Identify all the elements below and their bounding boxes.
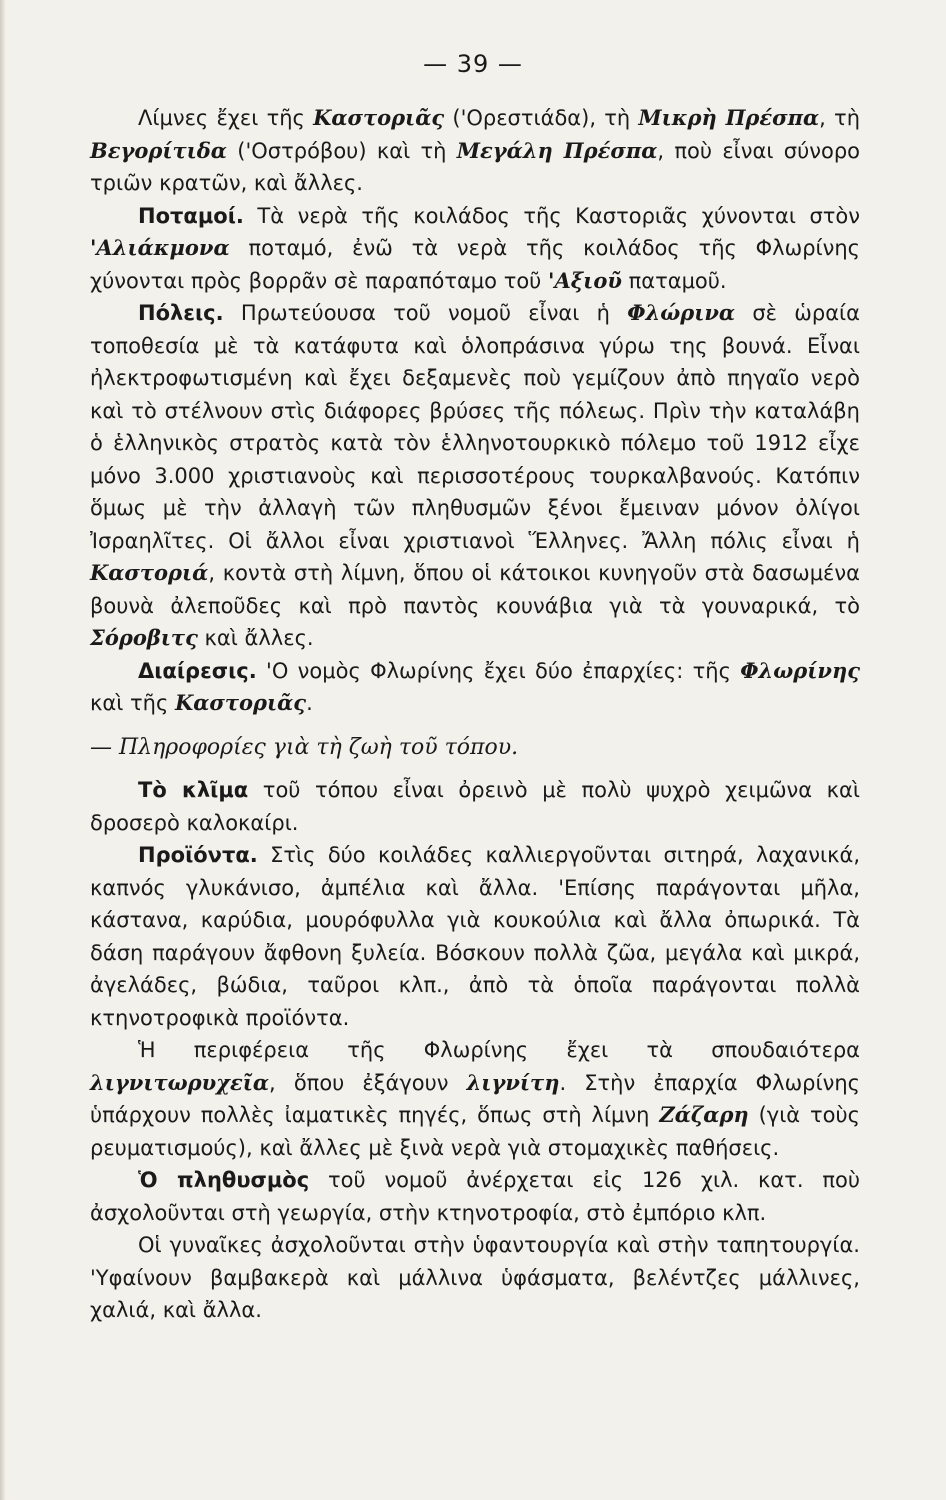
place-name: Φλώρινα xyxy=(627,300,736,325)
section-heading: Τὸ κλῖμα xyxy=(138,778,249,802)
place-name: 'Αλιάκμονα xyxy=(90,235,230,260)
text: , τὴ xyxy=(819,106,860,130)
paragraph-cities xyxy=(90,297,860,655)
place-name: Σόροβιτς xyxy=(90,625,198,650)
text: (γιὰ τοὺς ρευματισμούς), καὶ ἄλλες μὲ ξινὰ νερὰ γιὰ στομαχικὲς παθήσεις. xyxy=(90,1103,860,1160)
text: , ποὺ εἶναι σύνορο τριῶν κρατῶν, καὶ ἄλλες. xyxy=(90,138,860,195)
place-name: Βεγορίτιδα xyxy=(90,137,227,163)
text: Στὶς δύο κοιλάδες καλλιεργοῦνται σιτηρά, λαχανικά, καπνός γλυκάνισο, ἀμπέλια καὶ ἄλλα. 'Επίσης παράγονται μῆλα, κάστανα, καρύδια, μουρόφυλλα γιὰ κουκούλια καὶ ἄλλα ὀπωρικά. Τὰ δάση παράγουν ἄφθονη ξυλεία. Βόσκουν πολλὰ ζῶα, μεγάλα καὶ μικρά, ἀγελάδες, βώδια, ταῦροι κλπ., ἀπὸ τὰ ὁποῖα παράγονται πολλὰ κτηνοτροφικὰ προϊόντα. xyxy=(90,843,860,1030)
paragraph-women xyxy=(90,1229,860,1327)
text: Ἡ περιφέρεια τῆς Φλωρίνης ἔχει τὰ σπουδαιότερα xyxy=(138,1038,860,1062)
text: παταμοῦ. xyxy=(621,268,727,293)
place-name: Μικρὴ Πρέσπα xyxy=(638,105,820,130)
text: τοῦ νομοῦ ἀνέρχεται εἰς 126 χιλ. κατ. ποὺ ἀσχολοῦνται στὴ γεωργία, στὴν κτηνοτροφία, στὸ ἐμπόριο κλπ. xyxy=(90,1168,860,1225)
text: ποταμό, ἐνῶ τὰ νερὰ τῆς κοιλάδος τῆς Φλωρίνης χύνονται πρὸς βορρᾶν σὲ παραπόταμο τοῦ xyxy=(90,236,860,293)
text: καὶ τῆς xyxy=(90,691,175,715)
page-number: — 39 — xyxy=(423,50,523,78)
page-edge xyxy=(0,0,6,1500)
section-heading: Ὁ πληθυσμὸς xyxy=(138,1168,310,1192)
text: Τὰ νερὰ τῆς κοιλάδος τῆς Καστοριᾶς χύνονται στὸν xyxy=(243,203,860,228)
paragraph-lakes xyxy=(90,102,860,200)
place-name: Μεγάλη Πρέσπα xyxy=(456,137,658,163)
place-name: Καστοριᾶς xyxy=(313,105,445,130)
text: ('Οστρόβου) καὶ τὴ xyxy=(226,138,457,163)
paragraph-lignite xyxy=(90,1034,860,1164)
text: ('Ορεστιάδα), τὴ xyxy=(444,106,639,130)
text: Λίμνες ἔχει τῆς xyxy=(138,106,314,130)
text: . Στὴν ἐπαρχία Φλωρίνης ὑπάρχουν πολλὲς ἰαματικὲς πηγές, ὅπως στὴ λίμνη xyxy=(90,1070,860,1127)
paragraph-products xyxy=(90,839,860,1034)
paragraph-population xyxy=(90,1164,860,1229)
text: καὶ ἄλλες. xyxy=(197,626,314,650)
place-name: 'Αξιοῦ xyxy=(548,267,622,293)
section-heading: Ποταμοί. xyxy=(138,203,244,228)
text: Οἱ γυναῖκες ἀσχολοῦνται στὴν ὑφαντουργία καὶ στὴν ταπητουργία. 'Υφαίνουν βαμβακερὰ καὶ μάλλινα ὑφάσματα, βελέντζες μάλλινες, χαλιά, καὶ ἄλλα. xyxy=(90,1233,860,1322)
paragraph-rivers xyxy=(90,200,860,298)
page-body xyxy=(90,102,860,1327)
text: , κοντὰ στὴ λίμνη, ὅπου οἱ κάτοικοι κυνηγοῦν στὰ δασωμένα βουνὰ ἀλεποῦδες καὶ πρὸ παντὸς κουνάβια γιὰ τὰ γουναρικά, τὸ xyxy=(90,561,860,618)
text: σὲ ὡραία τοποθεσία μὲ τὰ κατάφυτα καὶ ὁλοπράσινα γύρω της βουνά. Εἶναι ἠλεκτροφωτισμένη καὶ ἔχει δεξαμενὲς ποὺ γεμίζουν ἀπὸ πηγαῖο νερὸ καὶ τὸ στέλνουν στὶς διάφορες βρύσες τῆς πόλεως. Πρὶν τὴν καταλάβη ὁ ἑλληνικὸς στρατὸς κατὰ τὸν ἑλληνοτουρκικὸ πόλεμο τοῦ 1912 εἶχε μόνο 3.000 χριστιανοὺς καὶ περισσοτέρους τουρκαλβανούς. Κατόπιν ὅμως μὲ τὴν ἀλλαγὴ τῶν πληθυσμῶν ξένοι ἔμειναν μόνον ὀλίγοι Ἰσραηλῖτες. Οἱ ἄλλοι εἶναι χριστιανοὶ Ἕλληνες. Ἄλλη πόλις εἶναι ἡ xyxy=(90,301,860,553)
section-heading: Προϊόντα. xyxy=(138,843,258,867)
emphasis-term: λιγνιτωρυχεῖα xyxy=(90,1069,270,1095)
paragraph-division xyxy=(90,655,860,720)
place-name: Ζάζαρη xyxy=(659,1102,749,1127)
section-title: — Πληροφορίες γιὰ τὴ ζωὴ τοῦ τόπου. xyxy=(90,734,519,760)
text: Πρωτεύουσα τοῦ νομοῦ εἶναι ἡ xyxy=(223,301,628,325)
place-name: Φλωρίνης xyxy=(740,657,860,683)
text: , ὅπου ἐξάγουν xyxy=(269,1070,467,1095)
section-heading: Πόλεις. xyxy=(138,301,224,325)
text: τοῦ τόπου εἶναι ὀρεινὸ μὲ πολὺ ψυχρὸ χειμῶνα καὶ δροσερὸ καλοκαίρι. xyxy=(90,778,860,835)
emphasis-term: λιγνίτη xyxy=(466,1069,560,1095)
text: . xyxy=(306,691,313,715)
text: 'Ο νομὸς Φλωρίνης ἔχει δύο ἐπαρχίες: τῆς xyxy=(256,658,741,683)
section-heading: Διαίρεσις. xyxy=(138,658,257,683)
place-name: Καστοριά xyxy=(90,560,209,585)
paragraph-climate xyxy=(90,774,860,839)
place-name: Καστοριᾶς xyxy=(174,690,307,715)
